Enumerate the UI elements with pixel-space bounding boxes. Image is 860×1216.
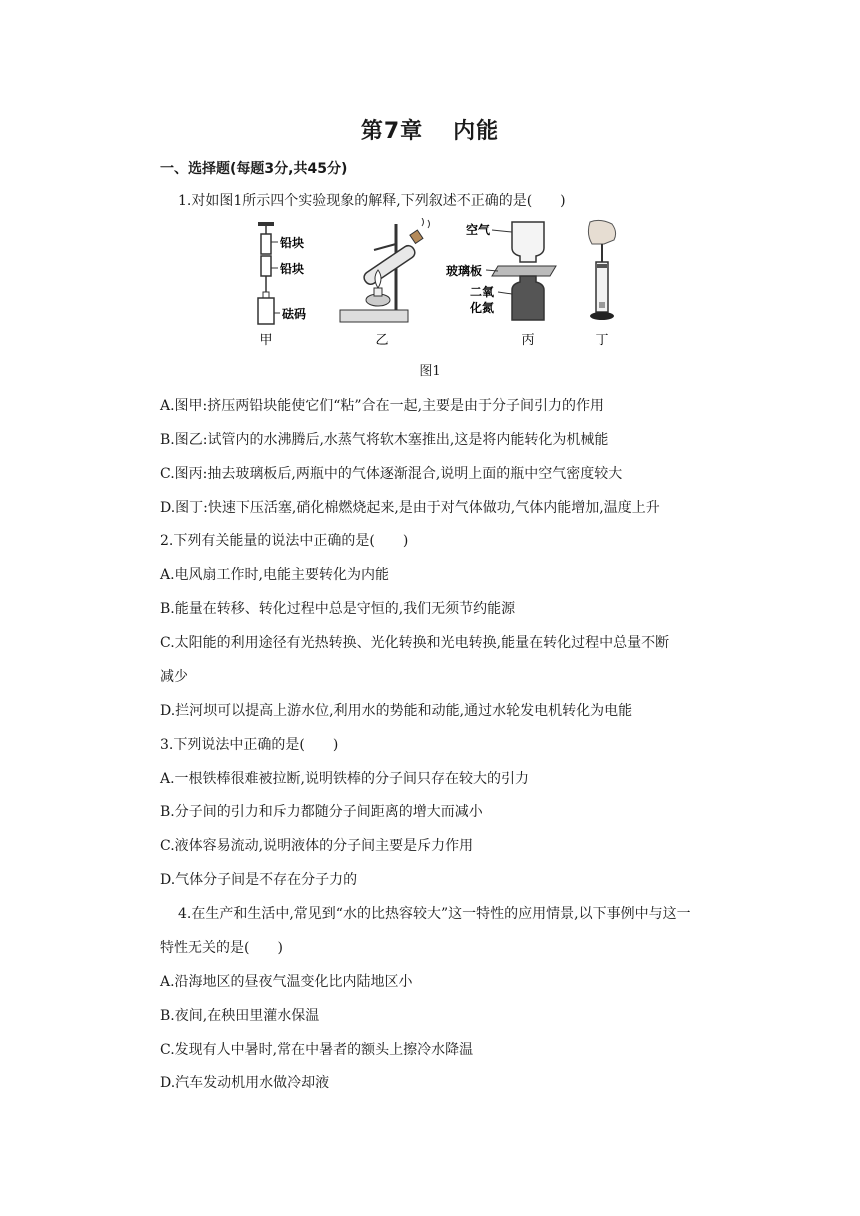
chapter-number: 第7章 xyxy=(360,119,424,144)
sub-caption-ding: 丁 xyxy=(595,333,609,348)
question-3-option-a: A.一根铁棒很难被拉断,说明铁棒的分子间只存在较大的引力 xyxy=(160,771,530,787)
figure-jia-lead-blocks xyxy=(258,222,306,324)
label-lead-block-2: 铅块 xyxy=(280,262,305,276)
chapter-title xyxy=(0,114,860,145)
experiment-figure xyxy=(250,218,640,350)
figure-bing-gas-bottles xyxy=(446,222,556,320)
question-2-stem: 2.下列有关能量的说法中正确的是( ) xyxy=(160,533,409,549)
question-2-option-c: C.太阳能的利用途径有光热转换、光化转换和光电转换,能量在转化过程中总量不断 xyxy=(160,635,670,651)
question-1-option-a: A.图甲:挤压两铅块能使它们“粘”合在一起,主要是由于分子间引力的作用 xyxy=(160,398,605,414)
question-2-option-d: D.拦河坝可以提高上游水位,利用水的势能和动能,通过水轮发电机转化为电能 xyxy=(160,703,633,719)
question-4-option-d: D.汽车发动机用水做冷却液 xyxy=(160,1075,330,1091)
label-weight: 砝码 xyxy=(282,307,307,321)
question-3-option-c: C.液体容易流动,说明液体的分子间主要是斥力作用 xyxy=(160,838,474,854)
label-no2-line2: 化氮 xyxy=(470,301,495,315)
section-heading: 一、选择题(每题3分,共45分) xyxy=(160,161,348,177)
question-4-stem-line2: 特性无关的是( ) xyxy=(160,940,283,956)
label-no2-line1: 二氧 xyxy=(470,285,495,299)
question-1-stem: 1.对如图1所示四个实验现象的解释,下列叙述不正确的是( ) xyxy=(178,193,566,209)
question-2-option-a: A.电风扇工作时,电能主要转化为内能 xyxy=(160,567,390,583)
label-lead-block-1: 铅块 xyxy=(280,236,305,250)
question-1-option-b: B.图乙:试管内的水沸腾后,水蒸气将软木塞推出,这是将内能转化为机械能 xyxy=(160,432,609,448)
question-4-option-c: C.发现有人中暑时,常在中暑者的额头上擦冷水降温 xyxy=(160,1042,474,1058)
question-3-stem: 3.下列说法中正确的是( ) xyxy=(160,737,339,753)
label-air: 空气 xyxy=(466,223,491,237)
figure-caption: 图1 xyxy=(419,364,441,379)
label-glass-plate: 玻璃板 xyxy=(446,264,483,278)
chapter-name: 内能 xyxy=(453,119,500,144)
question-4-option-b: B.夜间,在秧田里灌水保温 xyxy=(160,1008,320,1024)
question-3-option-d: D.气体分子间是不存在分子力的 xyxy=(160,872,358,888)
question-2-option-c-cont: 减少 xyxy=(160,669,188,685)
figure-ding-piston xyxy=(588,220,615,320)
question-1-option-d: D.图丁:快速下压活塞,硝化棉燃烧起来,是由于对气体做功,气体内能增加,温度上升 xyxy=(160,500,660,516)
question-4-option-a: A.沿海地区的昼夜气温变化比内陆地区小 xyxy=(160,974,413,990)
question-2-option-b: B.能量在转移、转化过程中总是守恒的,我们无须节约能源 xyxy=(160,601,516,617)
question-1-option-c: C.图丙:抽去玻璃板后,两瓶中的气体逐渐混合,说明上面的瓶中空气密度较大 xyxy=(160,466,623,482)
question-3-option-b: B.分子间的引力和斥力都随分子间距离的增大而减小 xyxy=(160,804,483,820)
sub-caption-bing: 丙 xyxy=(521,333,535,348)
sub-caption-yi: 乙 xyxy=(375,333,389,348)
sub-caption-jia: 甲 xyxy=(259,333,273,348)
figure-yi-test-tube xyxy=(340,218,430,322)
question-4-stem-line1: 4.在生产和生活中,常见到“水的比热容较大”这一特性的应用情景,以下事例中与这一 xyxy=(178,906,691,922)
